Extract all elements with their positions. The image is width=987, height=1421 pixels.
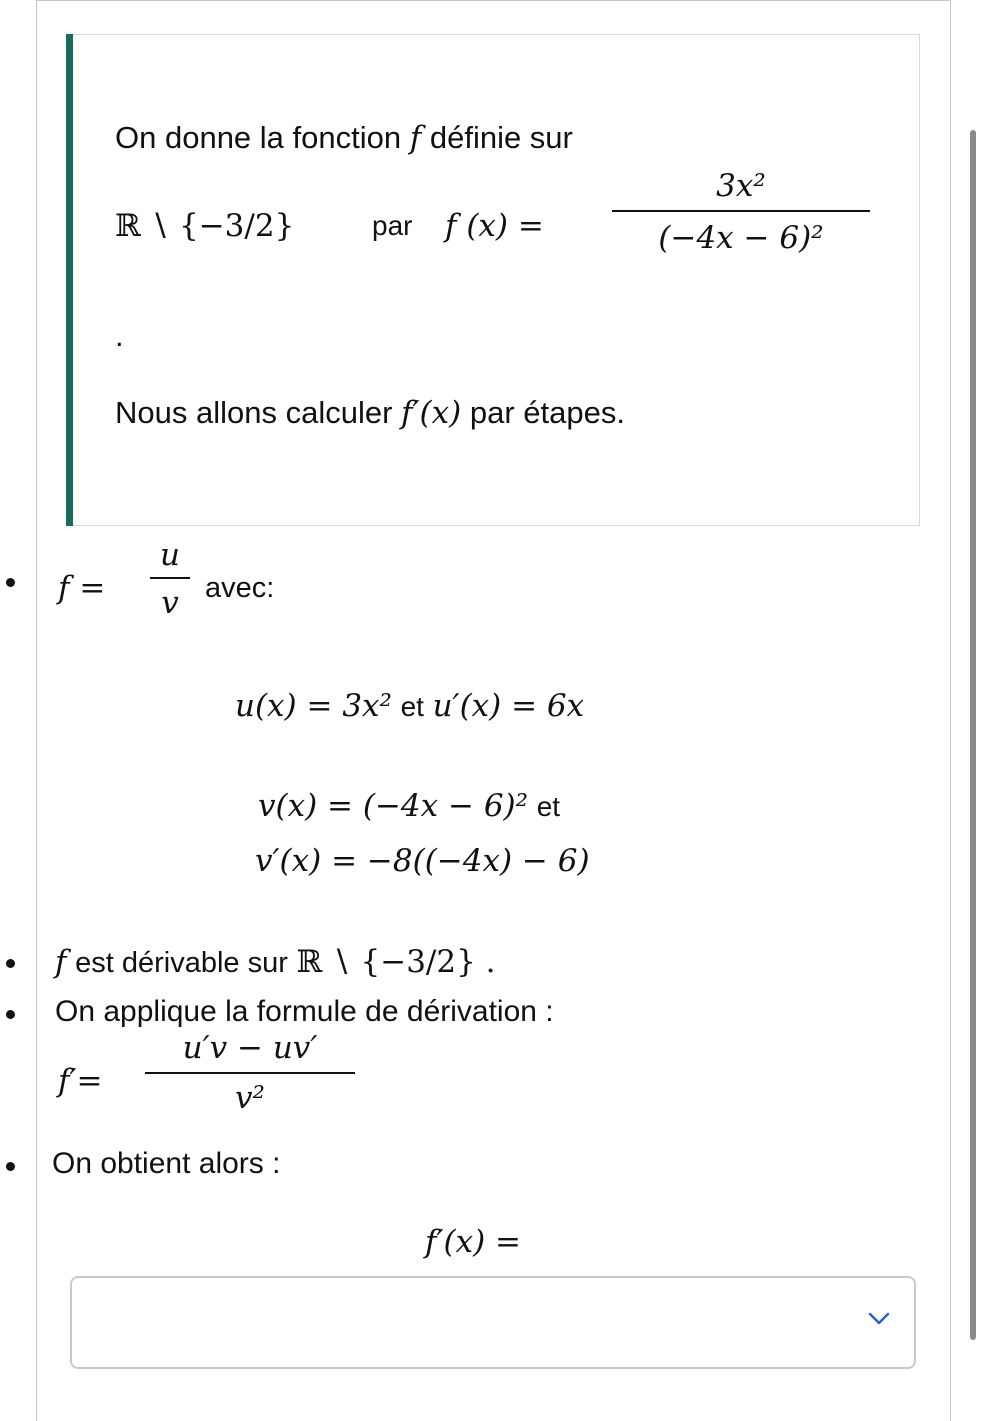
- u-over-v-fraction: [150, 537, 190, 621]
- intro-text: Nous allons calculer: [115, 395, 393, 430]
- step-text: est dérivable sur: [75, 947, 288, 979]
- fraction-bar: [612, 210, 870, 212]
- step-text: On applique la formule de dérivation :: [55, 995, 554, 1028]
- par-word: par: [372, 210, 413, 241]
- avec-label: avec:: [205, 572, 275, 604]
- fraction-denominator: v: [161, 585, 179, 621]
- et-word: et: [536, 791, 561, 822]
- f-prime-math: f′(x): [401, 395, 462, 431]
- f-prime-equals: f′=: [58, 1063, 103, 1099]
- f-definition-fraction: [612, 168, 870, 256]
- excluded-set: ∖ {−3/2}: [149, 208, 295, 244]
- fraction-denominator: (−4x − 6)²: [658, 220, 824, 256]
- intro-line-3: [115, 395, 625, 431]
- excluded-set: ∖ {−3/2} .: [330, 944, 496, 980]
- fraction-bar: [145, 1072, 355, 1074]
- v-prime-definition: v′(x) = −8((−4x) − 6): [255, 843, 590, 879]
- intro-domain: [115, 208, 294, 244]
- reals-symbol: ℝ: [115, 208, 141, 244]
- f-equals: f =: [58, 570, 106, 606]
- result-label: f′(x) =: [425, 1224, 522, 1260]
- reals-symbol: ℝ: [296, 944, 323, 980]
- bullet: [6, 1010, 15, 1019]
- intro-text: On donne la fonction: [115, 120, 402, 155]
- intro-text: définie sur: [429, 120, 573, 155]
- v-definition-line: [258, 788, 560, 824]
- step-text: On obtient alors :: [52, 1147, 281, 1180]
- bullet: [6, 578, 15, 587]
- frame-top-border: [36, 0, 951, 1]
- fraction-denominator: v²: [235, 1080, 265, 1116]
- fraction-numerator: u′v − uv′: [182, 1030, 318, 1066]
- bullet: [6, 1162, 15, 1171]
- u-definition-line: [235, 688, 584, 724]
- u-definition: u(x) = 3x²: [235, 688, 392, 724]
- intro-box: [66, 34, 920, 526]
- bullet: [6, 959, 15, 968]
- period: .: [115, 318, 124, 353]
- f-of-x-label: f (x) =: [445, 208, 544, 244]
- u-prime-definition: u′(x) = 6x: [432, 688, 585, 724]
- answer-dropdown[interactable]: [70, 1276, 916, 1369]
- frame-left-border: [36, 0, 37, 1421]
- et-word: et: [400, 691, 424, 722]
- step-derivable: [55, 944, 496, 980]
- frame-right-border: [950, 0, 951, 1421]
- derivative-formula-fraction: [145, 1030, 355, 1116]
- chevron-down-icon[interactable]: [868, 1312, 890, 1326]
- intro-line-1: [115, 120, 573, 156]
- intro-text: par étapes.: [469, 395, 625, 430]
- v-definition: v(x) = (−4x − 6)²: [258, 788, 529, 824]
- function-name: f: [409, 120, 422, 156]
- fraction-numerator: u: [160, 537, 180, 573]
- function-name: f: [55, 944, 67, 980]
- fraction-numerator: 3x²: [716, 168, 766, 204]
- fraction-bar: [150, 577, 190, 579]
- scrollbar[interactable]: [970, 130, 976, 1340]
- intro-accent-bar: [66, 34, 73, 526]
